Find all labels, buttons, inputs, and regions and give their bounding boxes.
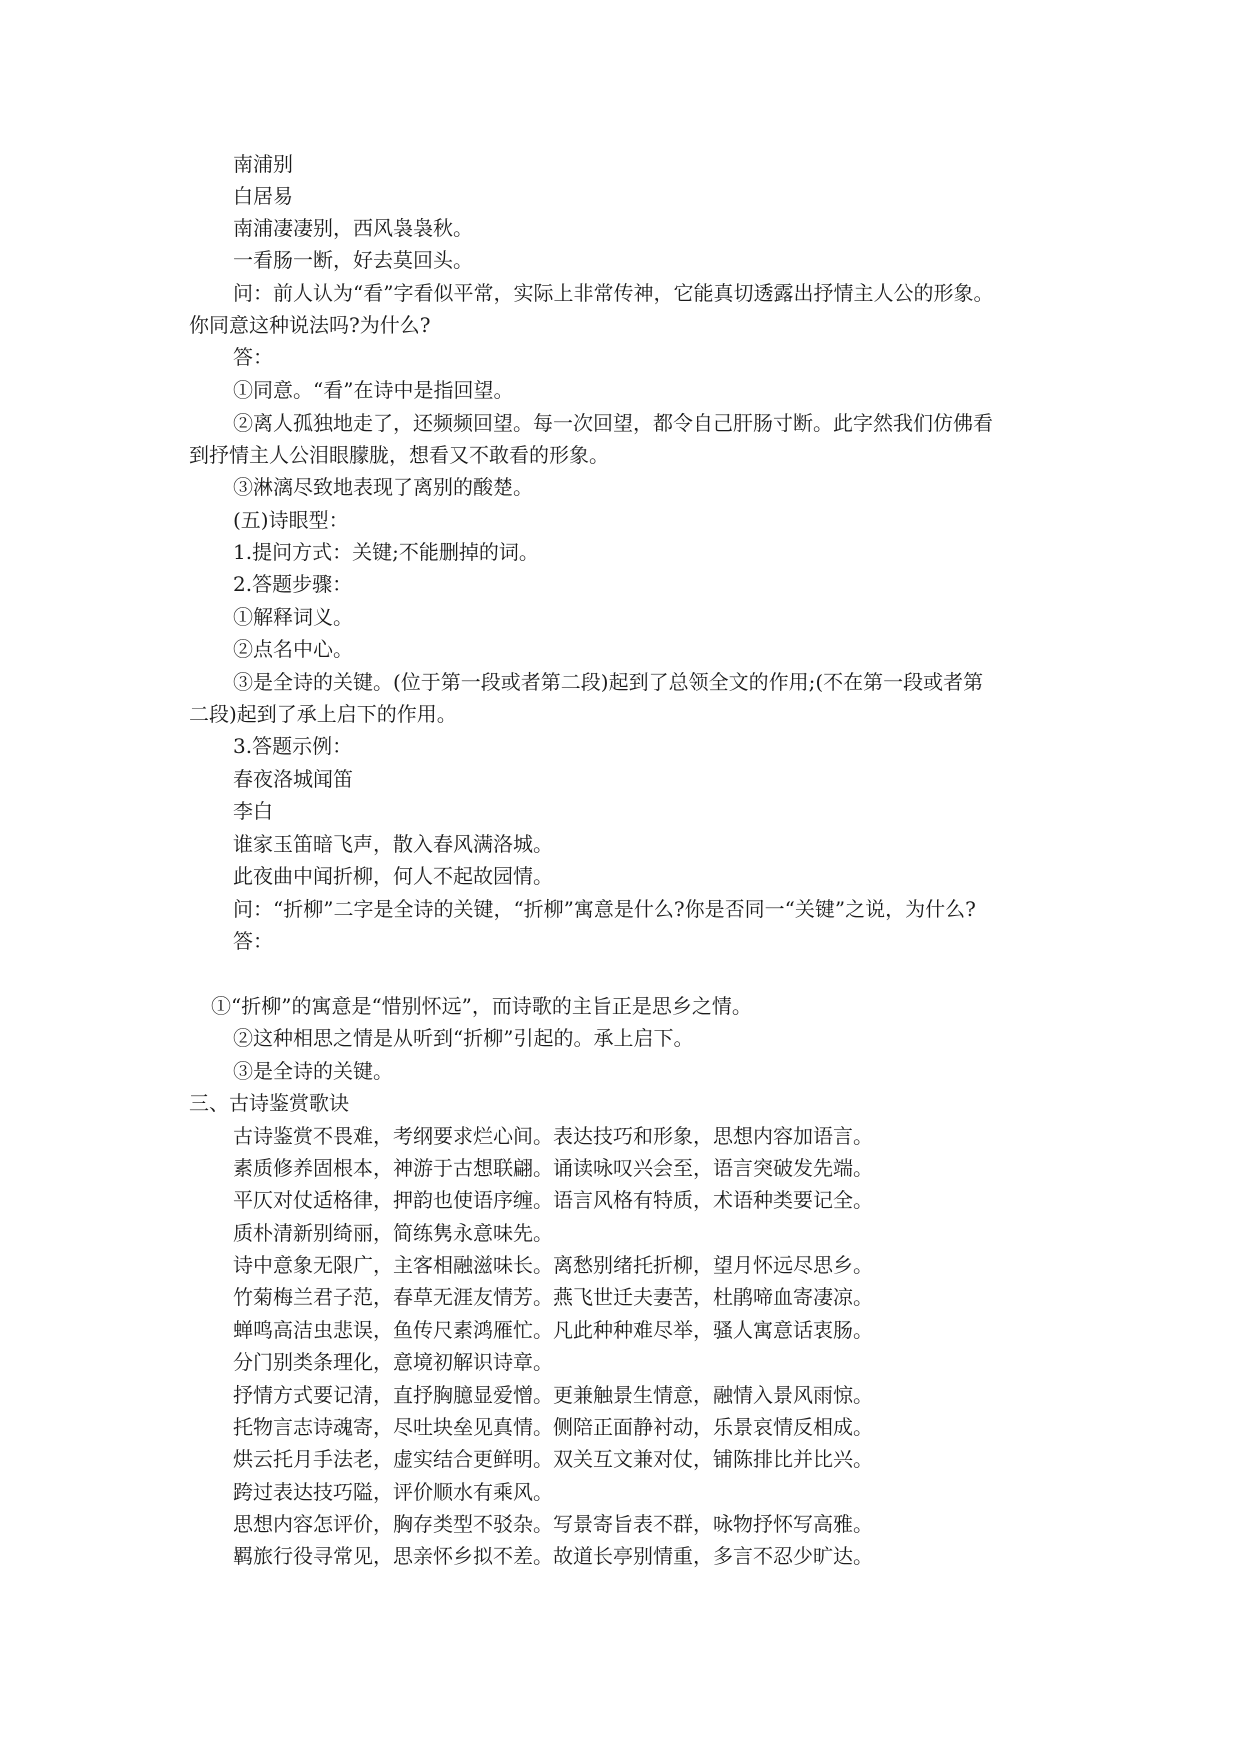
poem-line: 一看肠一断，好去莫回头。	[233, 248, 473, 272]
answer-point: ②离人孤独地走了，还频频回望。每一次回望，都令自己肝肠寸断。此字然我们仿佛看	[233, 411, 993, 435]
verse-line: 烘云托月手法老，虚实结合更鲜明。双关互文兼对仗，铺陈排比并比兴。	[233, 1447, 873, 1471]
list-item: 2.答题步骤：	[233, 572, 353, 596]
verse-line: 抒情方式要记清，直抒胸臆显爱憎。更兼触景生情意，融情入景风雨惊。	[233, 1383, 873, 1407]
step-item: ③是全诗的关键。(位于第一段或者第二段)起到了总领全文的作用;(不在第一段或者第	[233, 670, 984, 694]
verse-line: 素质修养固根本，神游于古想联翩。诵读咏叹兴会至，语言突破发先端。	[233, 1156, 873, 1180]
verse-line: 诗中意象无限广，主客相融滋味长。离愁别绪托折柳，望月怀远尽思乡。	[233, 1253, 873, 1277]
poem-line: 南浦凄凄别，西风袅袅秋。	[233, 216, 473, 240]
verse-line: 竹菊梅兰君子范，春草无涯友情芳。燕飞世迁夫妻苦，杜鹃啼血寄凄凉。	[233, 1285, 873, 1309]
poem-line: 此夜曲中闻折柳，何人不起故园情。	[233, 864, 553, 888]
poem-title: 春夜洛城闻笛	[233, 767, 353, 791]
step-item: ①解释词义。	[233, 605, 353, 629]
verse-line: 羁旅行役寻常见，思亲怀乡拟不差。故道长亭别情重，多言不忍少旷达。	[233, 1544, 873, 1568]
poem-author-bai-juyi: 白居易	[233, 184, 293, 208]
section-heading: 三、古诗鉴赏歌诀	[189, 1091, 349, 1115]
poem-title-nanpubie: 南浦别	[233, 152, 293, 176]
question-text-continued: 你同意这种说法吗?为什么?	[189, 313, 431, 337]
step-item-continued: 二段)起到了承上启下的作用。	[189, 702, 457, 726]
verse-line: 质朴清新别绮丽，简练隽永意味先。	[233, 1221, 553, 1245]
list-item: 1.提问方式：关键;不能删掉的词。	[233, 540, 539, 564]
question-text: 问：“折柳”二字是全诗的关键，“折柳”寓意是什么?你是否同一“关键”之说，为什么?	[233, 897, 976, 921]
list-item: 3.答题示例：	[233, 734, 353, 758]
answer-point: ②这种相思之情是从听到“折柳”引起的。承上启下。	[233, 1026, 694, 1050]
verse-line: 跨过表达技巧隘，评价顺水有乘风。	[233, 1480, 553, 1504]
answer-point: ③淋漓尽致地表现了离别的酸楚。	[233, 475, 533, 499]
poem-author: 李白	[233, 799, 273, 823]
section-heading: (五)诗眼型：	[233, 508, 349, 532]
verse-line: 思想内容怎评价，胸存类型不驳杂。写景寄旨表不群，咏物抒怀写高雅。	[233, 1512, 873, 1536]
poem-line: 谁家玉笛暗飞声，散入春风满洛城。	[233, 832, 553, 856]
verse-line: 古诗鉴赏不畏难，考纲要求烂心间。表达技巧和形象，思想内容加语言。	[233, 1124, 873, 1148]
answer-point-continued: 到抒情主人公泪眼朦胧，想看又不敢看的形象。	[189, 443, 609, 467]
verse-line: 蝉鸣高洁虫悲误，鱼传尺素鸿雁忙。凡此种种难尽举，骚人寓意话衷肠。	[233, 1318, 873, 1342]
verse-line: 分门别类条理化，意境初解识诗章。	[233, 1350, 553, 1374]
question-text: 问：前人认为“看”字看似平常，实际上非常传神，它能真切透露出抒情主人公的形象。	[233, 281, 994, 305]
verse-line: 托物言志诗魂寄，尽吐块垒见真情。侧陪正面静衬动，乐景哀情反相成。	[233, 1415, 873, 1439]
verse-line: 平仄对仗适格律，押韵也使语序缠。语言风格有特质，术语种类要记全。	[233, 1188, 873, 1212]
answer-label: 答：	[233, 929, 273, 953]
answer-point: ①“折柳”的寓意是“惜别怀远”，而诗歌的主旨正是思乡之情。	[211, 994, 752, 1018]
answer-point: ①同意。“看”在诗中是指回望。	[233, 378, 514, 402]
answer-point: ③是全诗的关键。	[233, 1059, 393, 1083]
answer-label: 答：	[233, 345, 273, 369]
step-item: ②点名中心。	[233, 637, 353, 661]
